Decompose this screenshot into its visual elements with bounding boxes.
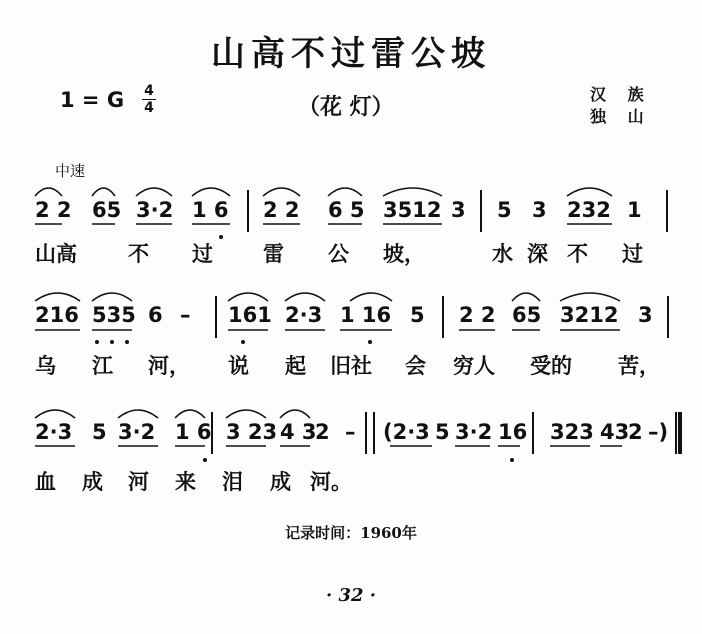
lyric-syllable: 公 — [328, 241, 349, 266]
slur — [192, 188, 230, 196]
slur — [92, 293, 132, 301]
note-group: 535 — [92, 303, 136, 327]
note-group: 2 2 — [459, 303, 496, 327]
lyric-syllable: 成 — [270, 469, 291, 494]
slur — [567, 188, 612, 196]
lyric-syllable: 来 — [175, 469, 196, 494]
slur — [118, 410, 158, 418]
note-group: 4 3 — [280, 420, 317, 444]
lyric-syllable: 深 — [527, 241, 548, 266]
note-group: 1 6 — [192, 198, 229, 222]
octave-dot — [510, 458, 514, 462]
octave-dot — [241, 340, 245, 344]
lyric-syllable: 不 — [128, 241, 149, 266]
slur — [512, 293, 540, 301]
slur — [560, 293, 620, 301]
note-group: 6 5 — [328, 198, 365, 222]
note-group: 65 — [92, 198, 122, 222]
lyric-syllable: 泪 — [222, 469, 243, 494]
slur — [228, 293, 268, 301]
lyric-syllable: 过 — [622, 241, 643, 266]
page-number: · 32 · — [325, 585, 377, 606]
lyric-syllable: 穷人 — [453, 353, 495, 378]
octave-dot — [125, 340, 129, 344]
note-group: –) — [648, 420, 669, 444]
note-group: 1 6 — [175, 420, 212, 444]
slur — [383, 188, 442, 196]
place-label: 独 山 — [590, 107, 652, 126]
lyric-syllable: 起 — [285, 353, 306, 378]
lyric-syllable: 不 — [567, 241, 588, 266]
lyric-syllable: 河， — [148, 353, 190, 378]
note-group: 2 — [315, 420, 330, 444]
note-group: 1 16 — [340, 303, 392, 327]
slur — [350, 293, 392, 301]
slur — [92, 188, 115, 196]
note-group: 2·3 — [285, 303, 323, 327]
note-group: 3·2 — [136, 198, 174, 222]
note-group: 3·2 — [118, 420, 156, 444]
slur — [328, 188, 362, 196]
note-group: 2·3 — [35, 420, 73, 444]
note-group: 5 — [92, 420, 107, 444]
note-group: 3·2 — [455, 420, 493, 444]
note-group: (2·3 — [383, 420, 430, 444]
song-title: 山高不过雷公坡 — [211, 34, 491, 74]
note-group: 3 — [451, 198, 466, 222]
genre-label: （花 灯） — [298, 94, 394, 120]
slur — [226, 410, 266, 418]
slur — [35, 293, 80, 301]
note-group: – — [180, 303, 191, 327]
lyric-syllable: 受的 — [530, 353, 572, 378]
lyric-syllable: 说 — [228, 353, 249, 378]
lyric-syllable: 苦， — [618, 353, 660, 378]
lyric-syllable: 河。 — [310, 469, 352, 494]
ethnicity-label: 汉 族 — [590, 85, 652, 104]
octave-dot — [368, 340, 372, 344]
note-group: 1 — [627, 198, 642, 222]
note-group: 6 — [148, 303, 163, 327]
slur — [136, 188, 172, 196]
note-group: 3 — [638, 303, 653, 327]
octave-dot — [95, 340, 99, 344]
tempo-marking: 中速 — [55, 162, 86, 180]
key-signature: 1 = G — [60, 88, 125, 112]
note-group: 323 — [550, 420, 594, 444]
lyric-syllable: 雷 — [263, 241, 284, 266]
note-group: 3512 — [383, 198, 442, 222]
record-date: 记录时间：1960年 — [285, 524, 417, 542]
note-group: – — [345, 420, 356, 444]
note-group: 43 — [600, 420, 630, 444]
note-group: 216 — [35, 303, 79, 327]
lyric-syllable: 河 — [128, 469, 149, 494]
slur — [35, 410, 75, 418]
lyric-syllable: 山高 — [35, 241, 77, 266]
note-group: 161 — [228, 303, 272, 327]
note-group: 16 — [498, 420, 528, 444]
lyric-syllable: 成 — [82, 469, 103, 494]
meter-bottom: 4 — [144, 100, 154, 116]
note-group: 2 2 — [35, 198, 72, 222]
note-group: 2 2 — [263, 198, 300, 222]
lyric-syllable: 过 — [192, 241, 213, 266]
slur — [175, 410, 205, 418]
note-group: 5 — [410, 303, 425, 327]
lyric-syllable: 会 — [405, 353, 426, 378]
note-group: 5 — [497, 198, 512, 222]
lyric-syllable: 旧社 — [330, 353, 372, 378]
note-group: 65 — [512, 303, 542, 327]
meter-top: 4 — [144, 83, 154, 99]
octave-dot — [110, 340, 114, 344]
octave-dot — [219, 235, 223, 239]
note-group: 3212 — [560, 303, 619, 327]
slur — [285, 293, 325, 301]
note-group: 2 — [628, 420, 643, 444]
note-group: 3 23 — [226, 420, 278, 444]
lyric-syllable: 水 — [492, 241, 513, 266]
octave-dot — [203, 458, 207, 462]
slur — [280, 410, 310, 418]
slur — [263, 188, 300, 196]
slur — [35, 188, 62, 196]
lyric-syllable: 江 — [92, 353, 113, 378]
lyric-syllable: 乌 — [35, 353, 56, 378]
note-group: 5 — [435, 420, 450, 444]
lyric-syllable: 血 — [35, 469, 56, 494]
lyric-syllable: 坡， — [383, 241, 425, 266]
note-group: 232 — [567, 198, 611, 222]
note-group: 3 — [532, 198, 547, 222]
